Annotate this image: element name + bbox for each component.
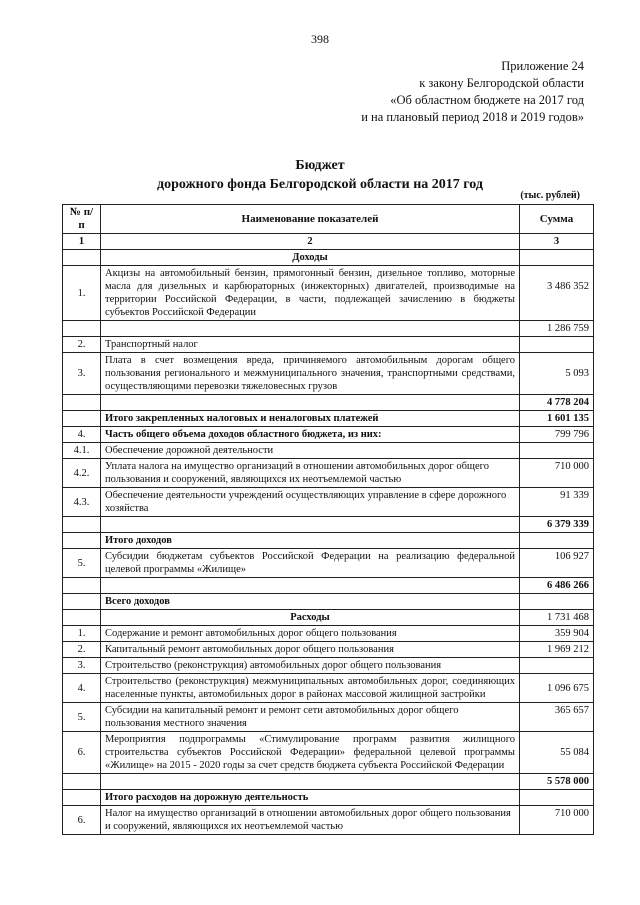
row-name: Уплата налога на имущество организаций в отношении автомобильных дорог общего пользования и сооружений, являющихся их неотъемлемой частью (101, 459, 520, 488)
table-row (63, 488, 594, 517)
total-row (63, 790, 594, 806)
appendix-line: «Об областном бюджете на 2017 год (390, 93, 584, 107)
row-sum: 5 578 000 (520, 774, 594, 790)
row-sum: 106 927 (520, 549, 594, 578)
row-name: Акцизы на автомобильный бензин, прямогонный бензин, дизельное топливо, моторные масла для дизельных и карбюраторных (инжекторных) двигателей, производимые на территории Российской Федерации, в части, подлежащей зачислению в бюджеты субъектов Российской Федерации (101, 266, 520, 321)
table-row (63, 642, 594, 658)
page-number: 398 (311, 32, 329, 46)
row-num: 5. (63, 549, 101, 578)
row-name: Содержание и ремонт автомобильных дорог общего пользования (101, 626, 520, 642)
row-num: 4. (63, 674, 101, 703)
table-row (63, 774, 594, 790)
total-label: Итого закрепленных налоговых и неналоговых платежей (101, 411, 520, 427)
row-sum: 1 731 468 (520, 610, 594, 626)
row-name: Субсидии на капитальный ремонт и ремонт сети автомобильных дорог общего пользования местного значения (101, 703, 520, 732)
total-row (63, 533, 594, 549)
table-row (63, 732, 594, 774)
row-num: 4.1. (63, 443, 101, 459)
table-row (63, 578, 594, 594)
row-name: Обеспечение деятельности учреждений осуществляющих управление в сфере дорожного хозяйства (101, 488, 520, 517)
row-name: Обеспечение дорожной деятельности (101, 443, 520, 459)
row-num: 3. (63, 658, 101, 674)
document-title (0, 156, 640, 194)
col-number: 2 (101, 234, 520, 250)
row-sum: 799 796 (520, 427, 594, 443)
appendix-line: и на плановый период 2018 и 2019 годов» (361, 110, 584, 124)
row-sum: 55 084 (520, 732, 594, 774)
header-sum: Сумма (520, 205, 594, 234)
table-row (63, 353, 594, 395)
section-title: Доходы (101, 250, 520, 266)
table-header-row (63, 205, 594, 234)
row-sum: 1 969 212 (520, 642, 594, 658)
table-row (63, 703, 594, 732)
row-num: 3. (63, 353, 101, 395)
header-num: № п/п (63, 205, 101, 234)
table-row (63, 395, 594, 411)
row-num: 4.3. (63, 488, 101, 517)
appendix-line: Приложение 24 (501, 59, 584, 73)
row-num: 1. (63, 626, 101, 642)
row-name: Капитальный ремонт автомобильных дорог общего пользования (101, 642, 520, 658)
total-row (63, 411, 594, 427)
row-num: 1. (63, 266, 101, 321)
row-sum: 91 339 (520, 488, 594, 517)
table-row (63, 427, 594, 443)
title-line: дорожного фонда Белгородской области на 2017 год (157, 177, 483, 192)
row-sum: 6 486 266 (520, 578, 594, 594)
row-sum: 5 093 (520, 353, 594, 395)
total-label: Всего доходов (101, 594, 520, 610)
section-title: Расходы (101, 610, 520, 626)
section-row (63, 610, 594, 626)
row-name: Плата в счет возмещения вреда, причиняемого автомобильным дорогам общего пользования регионального и межмуниципального значения, транспортными средствами, осуществляющими перевозки тяжеловесных грузов (101, 353, 520, 395)
row-name: Мероприятия подпрограммы «Стимулирование программ развития жилищного строительства субъектов Российской Федерации» федеральной целевой программы «Жилище» на 2015 - 2020 годы за счет средств бюджета субъекта Российской Федерации (101, 732, 520, 774)
row-sum: 710 000 (520, 806, 594, 835)
table-row (63, 266, 594, 321)
row-num: 6. (63, 806, 101, 835)
row-name: Часть общего объема доходов областного бюджета, из них: (101, 427, 520, 443)
row-sum: 3 486 352 (520, 266, 594, 321)
table-row (63, 674, 594, 703)
row-sum: 359 904 (520, 626, 594, 642)
appendix-line: к закону Белгородской области (419, 76, 584, 90)
row-name: Строительство (реконструкция) автомобильных дорог общего пользования (101, 658, 520, 674)
row-name: Транспортный налог (101, 337, 520, 353)
total-row (63, 594, 594, 610)
row-sum: 1 601 135 (520, 411, 594, 427)
row-name: Налог на имущество организаций в отношении автомобильных дорог общего пользования и сооружений, являющихся их неотъемлемой частью (101, 806, 520, 835)
table-row (63, 626, 594, 642)
row-sum: 6 379 339 (520, 517, 594, 533)
table-col-numbers (63, 234, 594, 250)
table-row (63, 549, 594, 578)
table-row (63, 517, 594, 533)
units-label: (тыс. рублей) (520, 190, 580, 201)
total-label: Итого доходов (101, 533, 520, 549)
col-number: 1 (63, 234, 101, 250)
header-name: Наименование показателей (101, 205, 520, 234)
row-sum: 1 286 759 (520, 321, 594, 337)
total-label: Итого расходов на дорожную деятельность (101, 790, 520, 806)
title-line: Бюджет (295, 158, 345, 173)
table-row (63, 321, 594, 337)
row-num: 2. (63, 337, 101, 353)
row-num: 2. (63, 642, 101, 658)
row-num: 6. (63, 732, 101, 774)
row-name: Субсидии бюджетам субъектов Российской Федерации на реализацию федеральной целевой программы «Жилище» (101, 549, 520, 578)
row-sum: 4 778 204 (520, 395, 594, 411)
section-row (63, 250, 594, 266)
table-row (63, 337, 594, 353)
row-sum: 710 000 (520, 459, 594, 488)
table-row (63, 658, 594, 674)
row-sum: 1 096 675 (520, 674, 594, 703)
col-number: 3 (520, 234, 594, 250)
appendix-header (361, 58, 584, 126)
row-num: 5. (63, 703, 101, 732)
row-num: 4.2. (63, 459, 101, 488)
table-row (63, 459, 594, 488)
row-name: Строительство (реконструкция) межмуниципальных автомобильных дорог, соединяющих населенные пункты, автомобильных дорог в районах массовой жилищной застройки (101, 674, 520, 703)
table-row (63, 443, 594, 459)
row-sum: 365 657 (520, 703, 594, 732)
row-num: 4. (63, 427, 101, 443)
table-row (63, 806, 594, 835)
budget-table (62, 204, 594, 835)
